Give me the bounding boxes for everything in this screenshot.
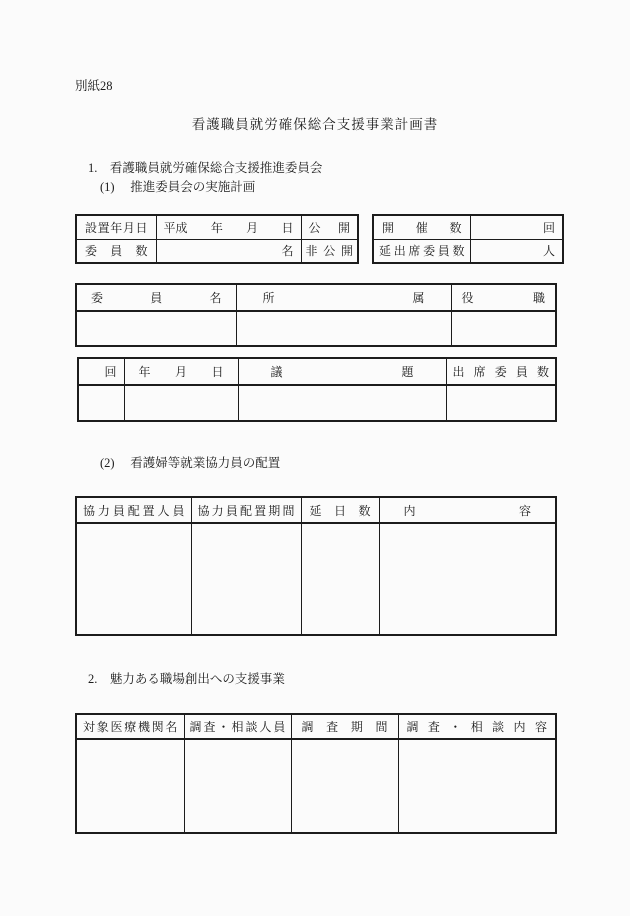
held-count-value-cell bbox=[470, 215, 563, 239]
committee-members-table bbox=[75, 283, 557, 347]
members-count-label: 委 員 数 bbox=[85, 244, 148, 259]
setup-date-value-cell bbox=[156, 215, 301, 239]
section1-heading: 1. 看護職員就労確保総合支援推進委員会 bbox=[88, 161, 323, 175]
survey-period-header-cell bbox=[291, 714, 398, 739]
survey-content-header: 調 査 ・ 相 談 内 容 bbox=[406, 720, 547, 734]
held-count-label: 開 催 数 bbox=[382, 220, 462, 235]
meeting-no-header-cell bbox=[78, 358, 124, 385]
table-row bbox=[78, 385, 556, 421]
survey-staff-header: 調 査 ・ 相 談 人 員 bbox=[189, 720, 286, 734]
empty-cell bbox=[184, 739, 291, 833]
survey-content-header-cell bbox=[398, 714, 556, 739]
empty-cell bbox=[236, 311, 451, 346]
attendance-header: 出 席 委 員 数 bbox=[452, 365, 549, 379]
member-name-header-cell bbox=[76, 284, 236, 311]
members-count-label-cell bbox=[76, 239, 156, 263]
setup-date-label-cell bbox=[76, 215, 156, 239]
members-count-unit: 名 bbox=[281, 244, 294, 259]
public-label: 公 開 bbox=[308, 220, 350, 235]
institution-header: 対 象 医 療 機 関 名 bbox=[83, 720, 178, 734]
held-count-unit: 回 bbox=[542, 220, 555, 235]
empty-cell bbox=[379, 523, 556, 635]
attendees-value-cell bbox=[470, 239, 563, 263]
document-title: 看護職員就労確保総合支援事業計画書 bbox=[191, 117, 439, 132]
attendance-header-cell bbox=[446, 358, 556, 385]
held-count-label-cell bbox=[373, 215, 470, 239]
placement-period-header: 協 力 員 配 置 期 間 bbox=[197, 503, 295, 518]
placement-staff-header: 協 力 員 配 置 人 員 bbox=[83, 503, 185, 518]
empty-cell bbox=[446, 385, 556, 421]
meeting-log-table bbox=[77, 357, 557, 422]
private-label-cell bbox=[301, 239, 358, 263]
empty-cell bbox=[76, 739, 184, 833]
total-days-header: 延 日 数 bbox=[309, 503, 371, 518]
empty-cell bbox=[78, 385, 124, 421]
setup-date-label: 設 置 年 月 日 bbox=[85, 220, 148, 235]
survey-table bbox=[75, 713, 557, 834]
empty-cell bbox=[398, 739, 556, 833]
table-row bbox=[76, 523, 556, 635]
agenda-header-cell bbox=[238, 358, 446, 385]
meeting-date-header: 年 月 日 bbox=[138, 365, 224, 379]
position-header: 役 職 bbox=[461, 291, 545, 305]
affiliation-header: 所 属 bbox=[262, 291, 425, 305]
empty-cell bbox=[291, 739, 398, 833]
agenda-header: 議 題 bbox=[270, 365, 414, 379]
public-label-cell bbox=[301, 215, 358, 239]
section2-heading: 2. 魅力ある職場創出への支援事業 bbox=[88, 672, 285, 686]
meeting-count-table bbox=[372, 214, 564, 264]
empty-cell bbox=[191, 523, 301, 635]
attendees-unit: 人 bbox=[542, 244, 555, 259]
section1-sub2-heading: (2) 看護婦等就業協力員の配置 bbox=[100, 456, 281, 470]
setup-info-table bbox=[75, 214, 359, 264]
empty-cell bbox=[76, 311, 236, 346]
meeting-date-header-cell bbox=[124, 358, 238, 385]
table-row bbox=[76, 311, 556, 346]
members-count-value-cell bbox=[156, 239, 301, 263]
survey-period-header: 調 査 期 間 bbox=[301, 720, 388, 734]
attendees-label: 延 出 席 委 員 数 bbox=[379, 244, 465, 259]
meeting-no-header: 回 bbox=[104, 365, 117, 379]
section1-sub1-heading: (1) 推進委員会の実施計画 bbox=[100, 180, 256, 194]
attachment-tag: 別紙28 bbox=[75, 79, 113, 93]
content-header: 内 容 bbox=[403, 503, 531, 518]
empty-cell bbox=[238, 385, 446, 421]
placement-staff-header-cell bbox=[76, 497, 191, 523]
institution-header-cell bbox=[76, 714, 184, 739]
affiliation-header-cell bbox=[236, 284, 451, 311]
position-header-cell bbox=[451, 284, 556, 311]
member-name-header: 委 員 名 bbox=[91, 291, 222, 305]
private-label: 非 公 開 bbox=[305, 244, 353, 259]
survey-staff-header-cell bbox=[184, 714, 291, 739]
setup-date-value: 平成 年 月 日 bbox=[163, 220, 294, 235]
empty-cell bbox=[301, 523, 379, 635]
coordinator-placement-table bbox=[75, 496, 557, 636]
content-header-cell bbox=[379, 497, 556, 523]
total-days-header-cell bbox=[301, 497, 379, 523]
empty-cell bbox=[451, 311, 556, 346]
placement-period-header-cell bbox=[191, 497, 301, 523]
empty-cell bbox=[76, 523, 191, 635]
empty-cell bbox=[124, 385, 238, 421]
attendees-label-cell bbox=[373, 239, 470, 263]
table-row bbox=[76, 739, 556, 833]
